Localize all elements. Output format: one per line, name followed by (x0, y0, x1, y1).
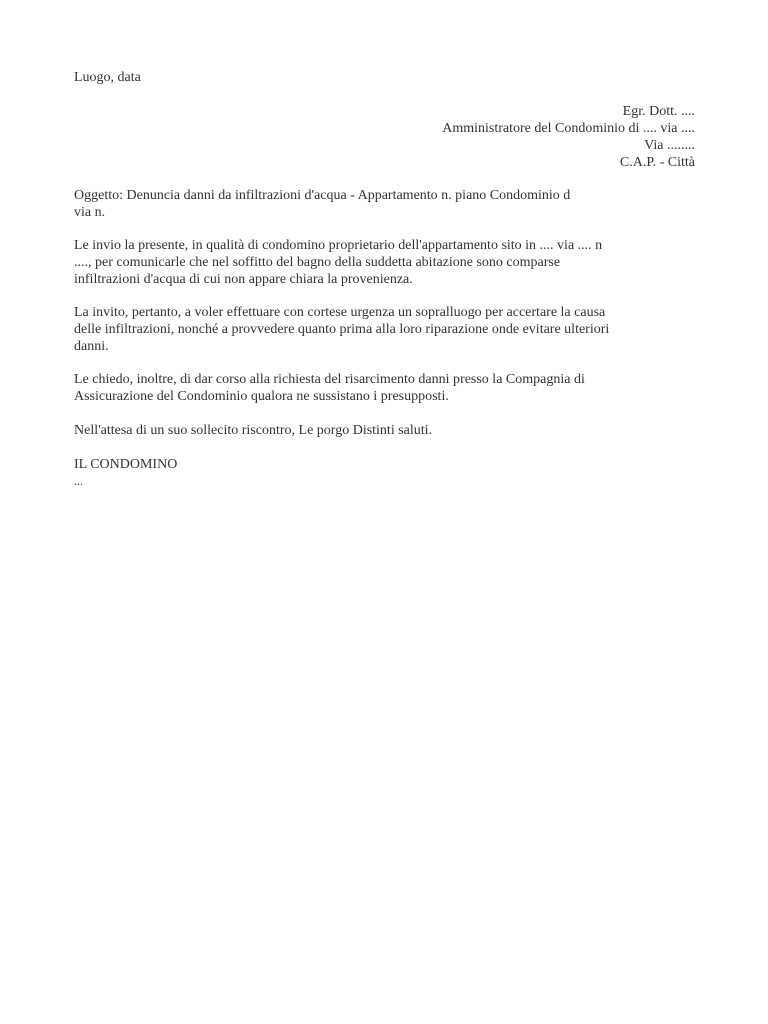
recipient-address (300, 103, 695, 171)
paragraph-line: Le chiedo, inoltre, di dar corso alla richiesta del risarcimento danni presso la Compagnia di (74, 372, 585, 387)
subject-line: Oggetto: Denuncia danni da infiltrazioni d'acqua - Appartamento n. piano Condominio d (74, 188, 571, 203)
recipient-name: Egr. Dott. .... (622, 104, 695, 119)
signature-placeholder: ... (74, 474, 83, 488)
recipient-city: C.A.P. - Città (619, 155, 695, 170)
place-date: Luogo, data (74, 70, 141, 85)
closing-salutation: Nell'attesa di un suo sollecito riscontro, Le porgo Distinti saluti. (74, 423, 433, 438)
paragraph-line: Le invio la presente, in qualità di condomino proprietario dell'appartamento sito in .... via .... n (74, 238, 603, 253)
paragraph-line: delle infiltrazioni, nonché a provvedere quanto prima alla loro riparazione onde evitare ulteriori (74, 322, 610, 337)
letter-subject (74, 187, 674, 221)
paragraph-line: infiltrazioni d'acqua di cui non appare chiara la provenienza. (74, 272, 413, 287)
paragraph-line: ...., per comunicarle che nel soffitto del bagno della suddetta abitazione sono comparse (74, 255, 561, 270)
signature-label: IL CONDOMINO (74, 457, 178, 472)
paragraph-line: Assicurazione del Condominio qualora ne sussistano i presupposti. (74, 389, 449, 404)
recipient-street: Via ........ (644, 138, 695, 153)
paragraph-notice (74, 237, 674, 288)
paragraph-line: danni. (74, 339, 109, 354)
paragraph-insurance (74, 371, 674, 405)
subject-line: via n. (74, 205, 106, 220)
paragraph-request-inspection (74, 304, 674, 355)
recipient-role: Amministratore del Condominio di .... via .... (442, 121, 695, 136)
paragraph-line: La invito, pertanto, a voler effettuare con cortese urgenza un sopralluogo per accertare la causa (74, 305, 606, 320)
